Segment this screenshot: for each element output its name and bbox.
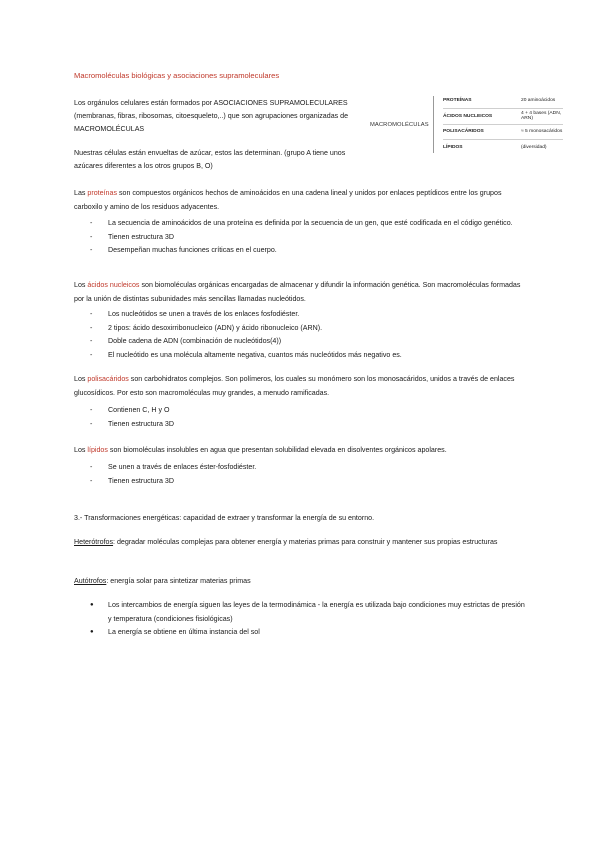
table-row — [443, 109, 563, 125]
bullet-icon: ● — [90, 602, 94, 608]
row-value: (diversidad) — [521, 145, 547, 151]
list-item — [90, 244, 526, 258]
page-title: Macromoléculas biológicas y asociaciones supramoleculares — [74, 71, 280, 80]
list-item — [90, 217, 526, 231]
polysaccharides-prefix: Los — [74, 375, 88, 383]
row-value: 20 aminoácidos — [521, 97, 556, 103]
list-item — [90, 418, 526, 432]
list-marker: - — [90, 219, 93, 227]
heterotrophs-paragraph — [74, 535, 526, 549]
row-value: 4 + 4 bases (ADN, ARN) — [521, 111, 562, 122]
lipids-term: lípidos — [87, 446, 108, 454]
list-item-text: Tienen estructura 3D — [108, 476, 174, 485]
polysaccharides-paragraph — [74, 372, 526, 401]
row-value: ≈ 5 monosacáridos — [521, 129, 563, 135]
nucleic-term: ácidos nucleicos — [87, 281, 140, 289]
list-item — [90, 626, 526, 640]
list-item — [90, 322, 526, 336]
nucleic-list — [90, 308, 526, 362]
intro-paragraph: Los orgánulos celulares están formados por ASOCIACIONES SUPRAMOLECULARES (membranas, fibras, ribosomas, citoesqueleto,..) que son agrupaciones organizadas de MACROMOLÉCULAS — [74, 99, 349, 133]
list-item — [90, 404, 526, 418]
list-item — [90, 475, 526, 489]
list-marker: - — [90, 406, 93, 414]
cells-paragraph: Nuestras células están envueltas de azúcar, estos las determinan. (grupo A tiene unos azúcares diferentes a los otros grupos B, O) — [74, 149, 346, 170]
proteins-paragraph — [74, 186, 526, 215]
table-row — [443, 125, 563, 141]
list-item-text: 2 tipos: ácido desoxirribonucleico (ADN) y ácido ribonucleico (ARN). — [108, 323, 323, 332]
polysaccharides-text: son carbohidratos complejos. Son polímeros, los cuales su monómero son los monosacáridos, unidos a través de enlaces glucosídicos. Por esto son macromoléculas muy grandes, a menudo ramificadas. — [74, 375, 515, 398]
table-row — [443, 93, 563, 109]
macromolecules-table — [443, 93, 563, 155]
list-marker: - — [90, 419, 93, 428]
table-row — [443, 140, 563, 155]
proteins-text: son compuestos orgánicos hechos de aminoácidos en una cadena lineal y unidos por enlaces peptídicos entre los grupos carboxilo y amino de los residuos adyacentes. — [74, 189, 502, 212]
row-name: ÁCIDOS NUCLEICOS — [443, 113, 493, 119]
nucleic-text: son biomoléculas orgánicas encargadas de almacenar y difundir la información genética. Son macromoléculas formadas por la unión de distintas subunidades más sencillas llamadas nucleótidos. — [74, 281, 521, 304]
macromolecules-brace — [433, 96, 438, 153]
list-item-text: La secuencia de aminoácidos de una proteína es definida por la secuencia de un gen, que esté codificada en el código genético. — [108, 219, 513, 227]
list-marker: - — [90, 310, 93, 318]
bullet-icon: ● — [90, 629, 94, 635]
proteins-prefix: Las — [74, 189, 88, 197]
proteins-term: proteínas — [87, 189, 117, 197]
list-item-text: Se unen a través de enlaces éster-fosfodiéster. — [108, 463, 257, 471]
nucleic-paragraph — [74, 278, 526, 307]
list-marker: - — [90, 246, 93, 254]
list-item — [90, 461, 526, 475]
list-item-text: Tienen estructura 3D — [108, 232, 174, 241]
row-name: POLISACÁRIDOS — [443, 129, 484, 135]
autotrophs-text: : energía solar para sintetizar materias primas — [106, 577, 251, 585]
list-marker: - — [90, 337, 93, 345]
list-item-text: La energía se obtiene en última instancia del sol — [108, 628, 260, 636]
list-item — [90, 349, 526, 363]
list-item — [90, 599, 526, 626]
section3-heading: 3.- Transformaciones energéticas: capacidad de extraer y transformar la energía de su entorno. — [74, 514, 375, 522]
polysaccharides-term: polisacáridos — [87, 375, 129, 383]
energy-list — [90, 599, 526, 640]
list-item — [90, 335, 526, 349]
list-item — [90, 308, 526, 322]
list-marker: - — [90, 323, 93, 332]
polysaccharides-list — [90, 404, 526, 431]
heterotrophs-text: : degradar moléculas complejas para obtener energía y materias primas para construir y mantener sus propias estructuras — [113, 538, 498, 546]
proteins-list — [90, 217, 526, 258]
macromolecules-label: MACROMOLÉCULAS — [370, 122, 429, 128]
list-item-text: Tienen estructura 3D — [108, 419, 174, 428]
list-item-text: Los intercambios de energía siguen las leyes de la termodinámica - la energía es utilizada bajo condiciones muy estrictas de presión y temperatura (condiciones fisiológicas) — [108, 601, 525, 623]
row-name: LÍPIDOS — [443, 145, 463, 151]
list-item — [90, 231, 526, 245]
lipids-prefix: Los — [74, 446, 88, 454]
list-marker: - — [90, 463, 93, 471]
lipids-paragraph — [74, 443, 526, 457]
lipids-list — [90, 461, 526, 488]
list-item-text: El nucleótido es una molécula altamente negativa, cuantos más nucleótidos más negativo es. — [108, 350, 402, 359]
list-item-text: Desempeñan muchas funciones críticas en el cuerpo. — [108, 246, 277, 254]
heterotrophs-term: Heterótrofos — [74, 538, 114, 546]
lipids-text: son biomoléculas insolubles en agua que presentan solubilidad elevada en disolventes orgánicos apolares. — [107, 446, 447, 454]
nucleic-prefix: Los — [74, 281, 88, 289]
autotrophs-paragraph — [74, 574, 526, 588]
list-marker: - — [90, 476, 93, 485]
list-item-text: Doble cadena de ADN (combinación de nucleótidos(4)) — [108, 337, 282, 345]
list-item-text: Los nucleótidos se unen a través de los enlaces fosfodiéster. — [108, 310, 300, 318]
list-item-text: Contienen C, H y O — [108, 406, 170, 414]
list-marker: - — [90, 232, 93, 241]
row-name: PROTEÍNAS — [443, 97, 472, 103]
list-marker: - — [90, 350, 93, 359]
autotrophs-term: Autótrofos — [74, 577, 107, 585]
